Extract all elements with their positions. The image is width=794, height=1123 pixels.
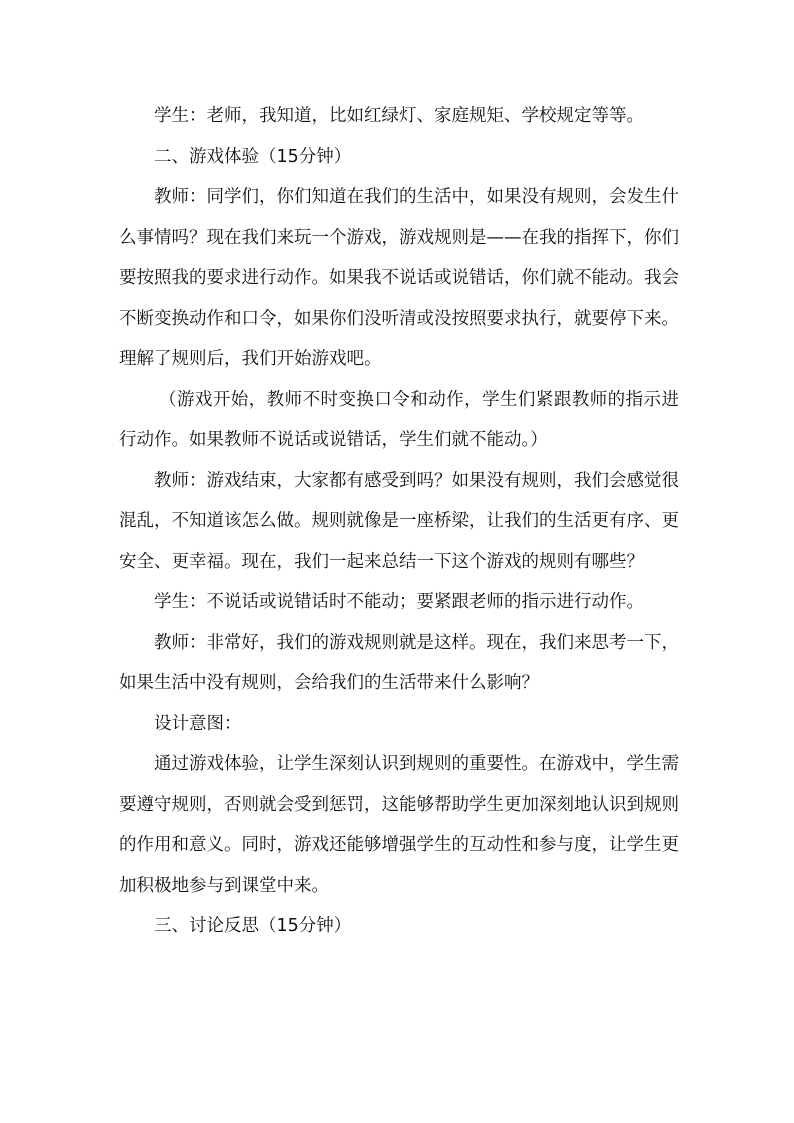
game-note-paragraph: （游戏开始，教师不时变换口令和动作，学生们紧跟教师的指示进行动作。如果教师不说话或说错话，学生们就不能动。） (119, 389, 679, 450)
section-heading-game: 二、游戏体验（15分钟） (154, 146, 352, 167)
document-body (119, 96, 679, 947)
student-answer-paragraph: 学生：不说话或说错话时不能动；要紧跟老师的指示进行动作。 (154, 592, 644, 612)
teacher-game-intro-paragraph: 教师：同学们，你们知道在我们的生活中，如果没有规则，会发生什么事情吗？现在我们来玩一个游戏，游戏规则是——在我的指挥下，你们要按照我的要求进行动作。如果我不说话或说错话，你们就不能动。我会不断变换动作和口令，如果你们没听清或没按照要求执行，就要停下来。理解了规则后，我们开始游戏吧。 (119, 187, 679, 369)
teacher-question-paragraph: 教师：非常好，我们的游戏规则就是这样。现在，我们来思考一下，如果生活中没有规则，会给我们的生活带来什么影响？ (119, 632, 679, 693)
teacher-summary-paragraph: 教师：游戏结束，大家都有感受到吗？如果没有规则，我们会感觉很混乱，不知道该怎么做。规则就像是一座桥梁，让我们的生活更有序、更安全、更幸福。现在，我们一起来总结一下这个游戏的规则有哪些？ (119, 470, 679, 572)
design-intent-paragraph: 通过游戏体验，让学生深刻认识到规则的重要性。在游戏中，学生需要遵守规则，否则就会受到惩罚，这能够帮助学生更加深刻地认识到规则的作用和意义。同时，游戏还能够增强学生的互动性和参与度，让学生更加积极地参与到课堂中来。 (119, 754, 679, 896)
student-reply-paragraph: 学生：老师，我知道，比如红绿灯、家庭规矩、学校规定等等。 (154, 106, 644, 126)
section-heading-discussion: 三、讨论反思（15分钟） (154, 916, 352, 936)
design-intent-heading: 设计意图： (154, 713, 242, 734)
